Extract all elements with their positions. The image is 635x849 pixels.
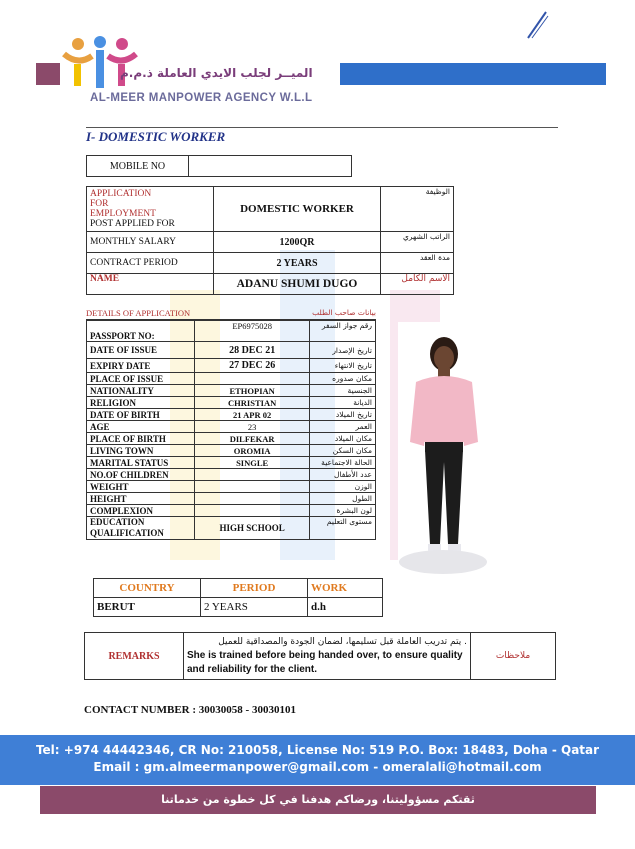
detail-arabic: الوزن [309, 481, 375, 493]
education-label: EDUCATION QUALIFICATION [87, 517, 195, 540]
detail-value: DILFEKAR [195, 433, 309, 445]
contract-value: 2 YEARS [214, 253, 381, 274]
experience-header-work: WORK [308, 579, 383, 598]
company-name-english: AL-MEER MANPOWER AGENCY W.L.L [90, 92, 313, 104]
detail-label: NO.OF CHILDREN [87, 469, 195, 481]
detail-arabic: مكان السكن [309, 445, 375, 457]
detail-label: PLACE OF BIRTH [87, 433, 195, 445]
detail-value: 28 DEC 21 [195, 342, 309, 359]
detail-value [195, 469, 309, 481]
salary-label: MONTHLY SALARY [87, 232, 214, 253]
experience-header-country: COUNTRY [94, 579, 201, 598]
salary-arabic: الراتب الشهري [381, 232, 454, 253]
experience-country: BERUT [94, 598, 201, 617]
detail-arabic: مكان الميلاد [309, 433, 375, 445]
detail-label: WEIGHT [87, 481, 195, 493]
mobile-value [189, 156, 352, 177]
detail-arabic: الديانة [309, 397, 375, 409]
experience-header-period: PERIOD [201, 579, 308, 598]
detail-arabic: الجنسية [309, 385, 375, 397]
detail-arabic: الحالة الاجتماعية [309, 457, 375, 469]
header-strip-left [36, 63, 60, 85]
detail-label: COMPLEXION [87, 505, 195, 517]
detail-value: 21 APR 02 [195, 409, 309, 421]
name-arabic: الاسم الكامل [381, 274, 454, 295]
detail-value: EP6975028 [195, 321, 309, 342]
applicant-photo [398, 322, 488, 580]
name-label: NAME [87, 274, 214, 295]
education-value: HIGH SCHOOL [195, 517, 309, 540]
contract-label: CONTRACT PERIOD [87, 253, 214, 274]
mobile-label: MOBILE NO [87, 156, 189, 177]
detail-arabic: تاريخ الإصدار [309, 342, 375, 359]
remarks-text: يتم تدريب العاملة قبل تسليمها، لضمان الجودة والمصداقية للعميل . She is trained before being handed over, to ensure quality and reliability for the client. [184, 633, 471, 680]
remarks-arabic-label: ملاحظات [471, 633, 556, 680]
detail-value: CHRISTIAN [195, 397, 309, 409]
detail-value: ETHOPIAN [195, 385, 309, 397]
footer-line-1: Tel: +974 44442346, CR No: 210058, License No: 519 P.O. Box: 18483, Doha - Qatar [35, 743, 600, 757]
application-label: APPLICATION FOR EMPLOYMENT POST APPLIED FOR [87, 187, 214, 232]
experience-table [93, 578, 383, 617]
detail-arabic: لون البشرة [309, 505, 375, 517]
detail-label: AGE [87, 421, 195, 433]
detail-label: EXPIRY DATE [87, 359, 195, 373]
detail-label: LIVING TOWN [87, 445, 195, 457]
header-strip-right [340, 63, 606, 85]
remarks-label: REMARKS [85, 633, 184, 680]
detail-arabic: مكان صدوره [309, 373, 375, 385]
detail-label: DATE OF ISSUE [87, 342, 195, 359]
section-divider [86, 127, 558, 128]
detail-label: PASSPORT NO: [87, 321, 195, 342]
contract-arabic: مدة العقد [381, 253, 454, 274]
detail-label: MARITAL STATUS [87, 457, 195, 469]
company-name-arabic: الميــر لجلب الايدي العاملة ذ.م.م [120, 66, 313, 80]
detail-label: HEIGHT [87, 493, 195, 505]
salary-value: 1200QR [214, 232, 381, 253]
name-value: ADANU SHUMI DUGO [214, 274, 381, 295]
details-heading: DETAILS OF APPLICATION بيانات صاحب الطلب [86, 308, 376, 318]
detail-label: NATIONALITY [87, 385, 195, 397]
footer-contact-bar [0, 735, 635, 785]
detail-label: DATE OF BIRTH [87, 409, 195, 421]
detail-arabic: العمر [309, 421, 375, 433]
detail-arabic: تاريخ الانتهاء [309, 359, 375, 373]
section-title: I- DOMESTIC WORKER [86, 129, 226, 144]
footer-slogan-arabic: ثقتكم مسؤوليتنا، ورضاكم هدفنا في كل خطوة من خدماتنا [40, 786, 596, 814]
detail-value: OROMIA [195, 445, 309, 457]
detail-arabic: رقم جواز السفر [309, 321, 375, 342]
detail-label: PLACE OF ISSUE [87, 373, 195, 385]
detail-arabic: الطول [309, 493, 375, 505]
mobile-table [86, 155, 352, 177]
pen-mark-icon [522, 10, 552, 40]
experience-work: d.h [308, 598, 383, 617]
detail-arabic: تاريخ الميلاد [309, 409, 375, 421]
education-arabic: مستوى التعليم [309, 517, 375, 540]
detail-value: 23 [195, 421, 309, 433]
contact-number: CONTACT NUMBER : 30030058 - 30030101 [84, 704, 296, 716]
application-arabic: الوظيفة [381, 187, 454, 232]
detail-value: 27 DEC 26 [195, 359, 309, 373]
detail-value: SINGLE [195, 457, 309, 469]
detail-label: RELIGION [87, 397, 195, 409]
remarks-table [84, 632, 556, 680]
application-value: DOMESTIC WORKER [214, 187, 381, 232]
application-table [86, 186, 454, 295]
company-logo-icon [60, 36, 140, 90]
footer-line-2: Email : gm.almeermanpower@gmail.com - omeralali@hotmail.com [93, 760, 542, 774]
detail-value [195, 493, 309, 505]
detail-value [195, 481, 309, 493]
detail-arabic: عدد الأطفال [309, 469, 375, 481]
details-table [86, 320, 376, 540]
detail-value [195, 505, 309, 517]
detail-value [195, 373, 309, 385]
experience-period: 2 YEARS [201, 598, 308, 617]
